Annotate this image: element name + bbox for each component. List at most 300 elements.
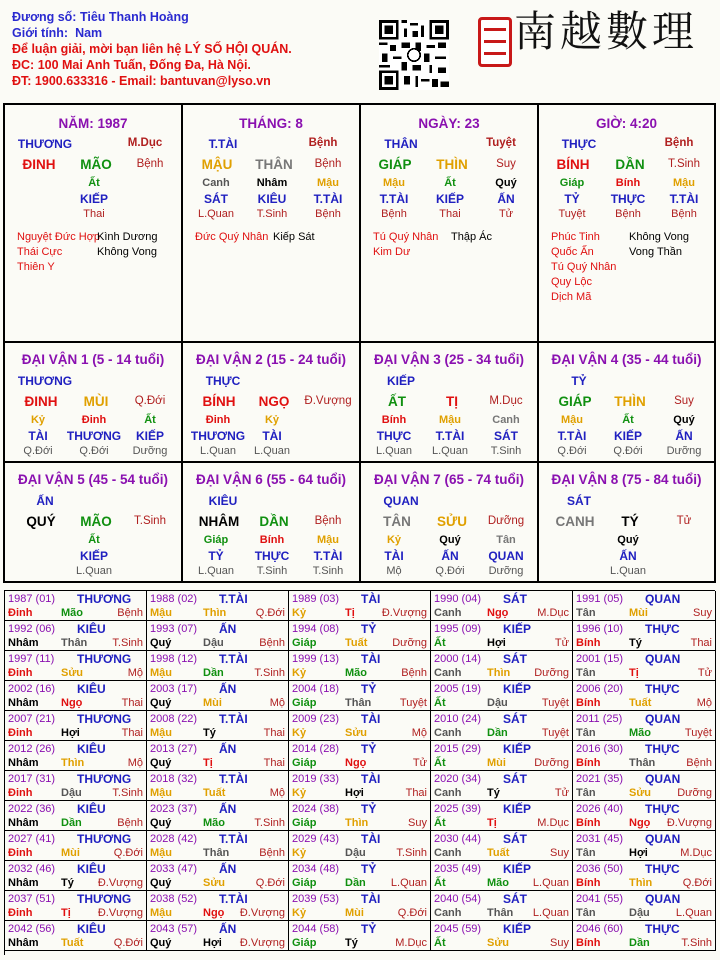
year-branch: Tị xyxy=(487,817,497,829)
pillar-title: THÁNG: 8 xyxy=(239,116,303,131)
year-label: 1996 (10) xyxy=(576,623,624,635)
hidden-ten-god: KIẾP xyxy=(79,549,108,563)
year-cell xyxy=(431,801,573,831)
year-stem: Canh xyxy=(434,847,462,859)
year-ten-god: SÁT xyxy=(503,652,527,666)
year-ten-god: TÀI xyxy=(361,592,381,606)
dai-van-cell xyxy=(5,343,183,463)
hidden-stem: Canh xyxy=(202,177,230,189)
year-stem: Giáp xyxy=(292,637,317,649)
dai-van-status: Bệnh xyxy=(314,515,342,527)
year-ten-god: SÁT xyxy=(503,832,527,846)
year-label: 2042 (56) xyxy=(8,923,56,935)
year-branch: Dần xyxy=(203,667,224,679)
year-cell xyxy=(147,921,289,951)
year-cell xyxy=(289,651,431,681)
year-label: 1987 (01) xyxy=(8,593,56,605)
year-ten-god: T.TÀI xyxy=(219,772,248,786)
hidden-stem: Quý xyxy=(495,177,517,189)
hidden-stem: Mậu xyxy=(317,534,339,546)
year-status: Tử xyxy=(697,667,712,679)
dai-van-status: Dưỡng xyxy=(487,515,525,527)
year-stem: Nhâm xyxy=(8,877,39,889)
year-ten-god: T.TÀI xyxy=(219,592,248,606)
year-status: T.Sinh xyxy=(112,787,143,799)
star-label: Kiếp Sát xyxy=(273,231,315,243)
year-stem: Ất xyxy=(434,757,446,769)
year-ten-god: TỶ xyxy=(361,682,377,696)
star-label: Dịch Mã xyxy=(551,291,592,303)
gender-line xyxy=(12,25,292,41)
year-stem: Quý xyxy=(150,877,172,889)
year-cell xyxy=(5,921,147,951)
year-stem: Giáp xyxy=(292,697,317,709)
hidden-status: Mộ xyxy=(386,565,402,577)
year-stem: Tân xyxy=(576,667,596,679)
hidden-ten-god: TỶ xyxy=(564,192,580,206)
year-ten-god: QUAN xyxy=(645,832,681,846)
year-cell xyxy=(289,711,431,741)
hidden-ten-god: ẤN xyxy=(497,192,515,206)
year-branch: Hợi xyxy=(61,727,80,739)
year-stem: Nhâm xyxy=(8,637,39,649)
year-ten-god: TÀI xyxy=(361,712,381,726)
year-label: 2037 (51) xyxy=(8,893,56,905)
year-cell xyxy=(573,591,716,621)
year-cell xyxy=(5,591,147,621)
hidden-ten-god: KIẾP xyxy=(435,192,464,206)
year-label: 1995 (09) xyxy=(434,623,482,635)
year-label: 2034 (48) xyxy=(292,863,340,875)
year-ten-god: QUAN xyxy=(645,712,681,726)
pillar-stem: GIÁP xyxy=(378,157,412,172)
year-status: Suy xyxy=(693,607,712,619)
year-label: 2026 (40) xyxy=(576,803,624,815)
year-stem: Bính xyxy=(576,757,601,769)
hidden-status: Q.Đới xyxy=(435,565,465,577)
year-stem: Giáp xyxy=(292,757,317,769)
year-label: 2010 (24) xyxy=(434,713,482,725)
year-cell xyxy=(573,711,716,741)
year-cell xyxy=(431,621,573,651)
hidden-stem: Giáp xyxy=(203,534,229,546)
year-cell xyxy=(147,621,289,651)
hidden-ten-god: ẤN xyxy=(441,549,459,563)
year-cell xyxy=(5,651,147,681)
year-stem: Tân xyxy=(576,607,596,619)
pillar-title: NĂM: 1987 xyxy=(58,116,128,131)
year-branch: Mùi xyxy=(61,847,80,859)
year-branch: Ngọ xyxy=(629,817,651,829)
year-branch: Tuất xyxy=(629,697,652,709)
year-cell xyxy=(147,741,289,771)
hidden-status: Tử xyxy=(498,208,514,220)
year-cell xyxy=(5,681,147,711)
year-ten-god: KIÊU xyxy=(77,742,106,756)
year-ten-god: THỰC xyxy=(645,802,680,816)
year-ten-god: THƯƠNG xyxy=(77,652,132,666)
year-branch: Dần xyxy=(487,727,508,739)
year-stem: Mậu xyxy=(150,847,172,859)
year-cell xyxy=(5,801,147,831)
year-label: 1990 (04) xyxy=(434,593,482,605)
year-label: 2031 (45) xyxy=(576,833,624,845)
dai-van-stem: TÂN xyxy=(383,514,411,529)
year-status: Đ.Vượng xyxy=(97,907,143,919)
hidden-stem: Bính xyxy=(259,534,285,546)
year-ten-god: QUAN xyxy=(645,892,681,906)
year-cell xyxy=(431,681,573,711)
year-stem: Nhâm xyxy=(8,817,39,829)
hidden-ten-god: THƯƠNG xyxy=(66,429,122,443)
year-status: Dưỡng xyxy=(392,637,427,649)
pillar-ten-god: THÂN xyxy=(384,137,418,151)
year-stem: Kỷ xyxy=(292,667,307,679)
year-cell xyxy=(289,591,431,621)
year-ten-god: SÁT xyxy=(503,772,527,786)
year-status: Tử xyxy=(554,787,569,799)
star-label: Quy Lộc xyxy=(551,276,592,288)
year-stem: Canh xyxy=(434,667,462,679)
year-label: 2012 (26) xyxy=(8,743,56,755)
year-branch: Ngọ xyxy=(345,757,367,769)
year-branch: Tị xyxy=(345,607,355,619)
hidden-stem: Đinh xyxy=(205,414,231,426)
dai-van-branch: DẦN xyxy=(259,514,289,529)
year-branch: Hợi xyxy=(345,787,364,799)
year-ten-god: THƯƠNG xyxy=(77,892,132,906)
pillar-status: Suy xyxy=(496,158,516,170)
year-branch: Hợi xyxy=(629,847,648,859)
year-ten-god: TÀI xyxy=(361,832,381,846)
year-status: Tuyệt xyxy=(541,727,569,739)
year-status: Bệnh xyxy=(686,757,712,769)
year-branch: Sửu xyxy=(345,727,368,739)
star-label: Vong Thần xyxy=(629,246,683,258)
year-status: T.Sinh xyxy=(681,937,712,949)
year-stem: Ất xyxy=(434,697,446,709)
hidden-ten-god: ẤN xyxy=(619,549,637,563)
year-branch: Thân xyxy=(61,637,88,649)
year-status: L.Quan xyxy=(390,877,427,889)
year-label: 2040 (54) xyxy=(434,893,482,905)
hidden-status: Bệnh xyxy=(315,208,341,220)
pillar-ten-god: THỰC xyxy=(561,137,597,151)
year-cell xyxy=(147,651,289,681)
hidden-ten-god: T.TÀI xyxy=(313,192,343,206)
year-branch: Dần xyxy=(629,937,650,949)
year-cell xyxy=(431,591,573,621)
year-status: Thai xyxy=(121,727,143,739)
dai-van-status: T.Sinh xyxy=(134,515,166,527)
year-ten-god: ẤN xyxy=(219,682,237,696)
year-branch: Mùi xyxy=(345,907,364,919)
hidden-status: Bệnh xyxy=(615,208,641,220)
year-stem: Canh xyxy=(434,727,462,739)
year-branch: Dậu xyxy=(61,787,82,799)
hidden-status: L.Quan xyxy=(199,445,237,457)
hidden-stem: Mậu xyxy=(673,177,695,189)
year-cell xyxy=(431,921,573,951)
dai-van-branch: THÌN xyxy=(614,394,646,409)
dai-van-title: ĐẠI VẬN 7 (65 - 74 tuổi) xyxy=(373,472,525,487)
year-ten-god: TÀI xyxy=(361,892,381,906)
hidden-ten-god: KIẾP xyxy=(79,192,108,206)
year-cell xyxy=(431,741,573,771)
year-cell xyxy=(431,711,573,741)
year-ten-god: KIẾP xyxy=(503,622,532,636)
dai-van-branch: TỊ xyxy=(446,394,458,409)
year-status: Mộ xyxy=(411,727,427,739)
year-label: 2033 (47) xyxy=(150,863,198,875)
star-label: Không Vong xyxy=(629,231,689,243)
dai-van-cell xyxy=(5,463,183,583)
year-label: 2029 (43) xyxy=(292,833,340,845)
year-ten-god: SÁT xyxy=(503,892,527,906)
year-ten-god: KIẾP xyxy=(503,862,532,876)
year-label: 2025 (39) xyxy=(434,803,482,815)
year-status: Tuyệt xyxy=(541,697,569,709)
dai-van-ten-god: KIÊU xyxy=(208,494,238,508)
year-ten-god: THƯƠNG xyxy=(77,772,132,786)
year-status: Bệnh xyxy=(117,607,143,619)
dai-van-status: Q.Đới xyxy=(134,395,166,407)
dai-van-title: ĐẠI VẬN 5 (45 - 54 tuổi) xyxy=(17,472,169,487)
dai-van-ten-god: TỶ xyxy=(571,374,587,388)
hidden-status: Dưỡng xyxy=(666,445,702,457)
year-status: Thai xyxy=(263,757,285,769)
dai-van-title: ĐẠI VẬN 4 (35 - 44 tuổi) xyxy=(551,352,702,367)
year-label: 2024 (38) xyxy=(292,803,340,815)
hidden-ten-god: KIÊU xyxy=(257,192,287,206)
hidden-stem: Ất xyxy=(444,177,456,189)
pillar-stem: ĐINH xyxy=(22,157,56,172)
hidden-status: L.Quan xyxy=(75,565,113,577)
year-branch: Hợi xyxy=(203,937,222,949)
year-cell xyxy=(5,861,147,891)
year-stem: Kỷ xyxy=(292,727,307,739)
year-branch: Hợi xyxy=(487,637,506,649)
hidden-stem: Bính xyxy=(615,177,641,189)
year-status: Dưỡng xyxy=(677,787,712,799)
year-status: Đ.Vượng xyxy=(97,877,143,889)
year-label: 1994 (08) xyxy=(292,623,340,635)
year-ten-god: KIẾP xyxy=(503,802,532,816)
year-stem: Nhâm xyxy=(8,937,39,949)
hidden-ten-god: KIẾP xyxy=(135,429,164,443)
year-stem: Bính xyxy=(576,637,601,649)
year-status: Thai xyxy=(690,637,712,649)
year-stem: Tân xyxy=(576,847,596,859)
year-status: Q.Đới xyxy=(682,877,712,889)
year-branch: Thìn xyxy=(487,667,511,679)
year-label: 2039 (53) xyxy=(292,893,340,905)
year-ten-god: KIÊU xyxy=(77,622,106,636)
pillar-top-status: Bệnh xyxy=(308,137,338,149)
year-ten-god: TỶ xyxy=(361,802,377,816)
year-branch: Dậu xyxy=(629,907,650,919)
star-label: Kình Dương xyxy=(97,231,158,243)
dai-van-title: ĐẠI VẬN 1 (5 - 14 tuổi) xyxy=(21,352,165,367)
year-cell xyxy=(431,651,573,681)
year-ten-god: QUAN xyxy=(645,652,681,666)
hidden-ten-god: ẤN xyxy=(675,429,693,443)
year-status: Q.Đới xyxy=(113,847,143,859)
star-label: Tú Quý Nhân xyxy=(373,231,439,243)
year-stem: Mậu xyxy=(150,607,172,619)
year-branch: Thân xyxy=(629,757,656,769)
pillar-stem: BÍNH xyxy=(556,157,590,172)
year-cell xyxy=(289,921,431,951)
year-label: 1988 (02) xyxy=(150,593,198,605)
hidden-status: Tuyệt xyxy=(558,208,586,220)
year-ten-god: THỰC xyxy=(645,622,680,636)
year-label: 1997 (11) xyxy=(8,653,55,665)
year-label: 2045 (59) xyxy=(434,923,482,935)
year-stem: Kỷ xyxy=(292,607,307,619)
pillar-top-status: Bệnh xyxy=(664,137,694,149)
year-stem: Bính xyxy=(576,697,601,709)
year-cell xyxy=(431,891,573,921)
year-status: Đ.Vượng xyxy=(381,607,427,619)
gender-value: Nam xyxy=(75,26,103,40)
year-status: L.Quan xyxy=(532,877,569,889)
year-stem: Đinh xyxy=(8,727,33,739)
hidden-stem: Nhâm xyxy=(256,177,288,189)
pillar-ten-god: THƯƠNG xyxy=(17,137,73,151)
year-stem: Giáp xyxy=(292,817,317,829)
year-stem: Quý xyxy=(150,757,172,769)
year-label: 2023 (37) xyxy=(150,803,198,815)
pillar-cell xyxy=(183,105,361,343)
year-stem: Kỷ xyxy=(292,847,307,859)
year-label: 2036 (50) xyxy=(576,863,624,875)
year-cell xyxy=(5,831,147,861)
year-label: 2041 (55) xyxy=(576,893,624,905)
dai-van-ten-god: KIẾP xyxy=(386,374,415,388)
pillar-cell xyxy=(539,105,716,343)
owner-name: Tiêu Thanh Hoàng xyxy=(79,10,189,24)
hidden-ten-god: TÀI xyxy=(384,549,404,563)
pillar-cell xyxy=(5,105,183,343)
year-stem: Giáp xyxy=(292,877,317,889)
year-status: Thai xyxy=(121,697,143,709)
year-stem: Tân xyxy=(576,787,596,799)
year-cell xyxy=(573,831,716,861)
star-label: Thập Ác xyxy=(451,231,492,243)
year-status: T.Sinh xyxy=(254,817,285,829)
hidden-ten-god: T.TÀI xyxy=(435,429,465,443)
year-ten-god: ẤN xyxy=(219,742,237,756)
year-stem: Canh xyxy=(434,787,462,799)
hidden-stem: Đinh xyxy=(81,414,107,426)
year-ten-god: ẤN xyxy=(219,922,237,936)
dai-van-cell xyxy=(183,463,361,583)
hidden-status: L.Quan xyxy=(431,445,469,457)
dai-van-ten-god: THƯƠNG xyxy=(17,374,73,388)
year-cell xyxy=(5,621,147,651)
year-cell xyxy=(573,891,716,921)
dai-van-ten-god: THỰC xyxy=(205,374,241,388)
hidden-ten-god: TÀI xyxy=(262,429,282,443)
year-stem: Mậu xyxy=(150,907,172,919)
year-stem: Mậu xyxy=(150,787,172,799)
year-stem: Canh xyxy=(434,907,462,919)
year-ten-god: THỰC xyxy=(645,742,680,756)
year-branch: Ngọ xyxy=(487,607,509,619)
hidden-stem: Mậu xyxy=(383,177,405,189)
year-status: M.Dục xyxy=(395,937,427,949)
address-line: ĐC: 100 Mai Anh Tuấn, Đống Đa, Hà Nội. xyxy=(12,58,251,72)
year-cell xyxy=(573,681,716,711)
year-stem: Mậu xyxy=(150,667,172,679)
year-label: 2011 (25) xyxy=(576,713,623,725)
hidden-stem: Canh xyxy=(492,414,520,426)
yearly-table xyxy=(4,590,715,955)
year-branch: Mùi xyxy=(203,697,222,709)
year-ten-god: KIÊU xyxy=(77,922,106,936)
year-branch: Thìn xyxy=(203,607,227,619)
year-ten-god: SÁT xyxy=(503,592,527,606)
year-status: Tuyệt xyxy=(399,697,427,709)
year-status: Q.Đới xyxy=(397,907,427,919)
owner-label: Đương số: xyxy=(12,10,77,24)
hidden-status: Dưỡng xyxy=(132,445,168,457)
year-ten-god: THỰC xyxy=(645,682,680,696)
year-label: 2028 (42) xyxy=(150,833,198,845)
hidden-ten-god: QUAN xyxy=(488,549,524,563)
hidden-ten-god: T.TÀI xyxy=(557,429,587,443)
year-ten-god: SÁT xyxy=(503,712,527,726)
year-label: 1998 (12) xyxy=(150,653,198,665)
year-label: 2020 (34) xyxy=(434,773,482,785)
phone-email-line[interactable]: ĐT: 1900.633316 - Email: bantuvan@lyso.vn xyxy=(12,74,271,88)
year-stem: Đinh xyxy=(8,907,33,919)
year-cell xyxy=(5,711,147,741)
hidden-status: L.Quan xyxy=(375,445,413,457)
year-label: 2002 (16) xyxy=(8,683,56,695)
year-label: 2018 (32) xyxy=(150,773,198,785)
year-label: 2006 (20) xyxy=(576,683,624,695)
hidden-status: T.Sinh xyxy=(490,445,522,457)
qr-code-icon[interactable] xyxy=(379,20,449,90)
year-label: 1992 (06) xyxy=(8,623,56,635)
hidden-ten-god: THỰC xyxy=(254,549,290,563)
year-cell xyxy=(289,801,431,831)
year-ten-god: THỰC xyxy=(645,862,680,876)
dai-van-cell xyxy=(539,343,716,463)
year-branch: Mão xyxy=(629,727,651,739)
year-label: 2013 (27) xyxy=(150,743,198,755)
dai-van-status: Tử xyxy=(676,515,692,527)
year-label: 2038 (52) xyxy=(150,893,198,905)
star-label: Kim Dư xyxy=(373,246,411,258)
year-status: Q.Đới xyxy=(113,937,143,949)
dai-van-branch: TÝ xyxy=(621,514,639,529)
hidden-status: Q.Đới xyxy=(79,445,109,457)
hidden-stem: Mậu xyxy=(561,414,583,426)
year-branch: Sửu xyxy=(61,667,84,679)
year-cell xyxy=(147,831,289,861)
year-branch: Sửu xyxy=(203,877,226,889)
year-label: 2016 (30) xyxy=(576,743,624,755)
pillar-branch: DẦN xyxy=(615,157,645,172)
year-status: Bệnh xyxy=(401,667,427,679)
year-label: 2015 (29) xyxy=(434,743,482,755)
year-branch: Mão xyxy=(203,817,225,829)
year-label: 2030 (44) xyxy=(434,833,482,845)
pillar-stem: MẬU xyxy=(201,157,233,172)
